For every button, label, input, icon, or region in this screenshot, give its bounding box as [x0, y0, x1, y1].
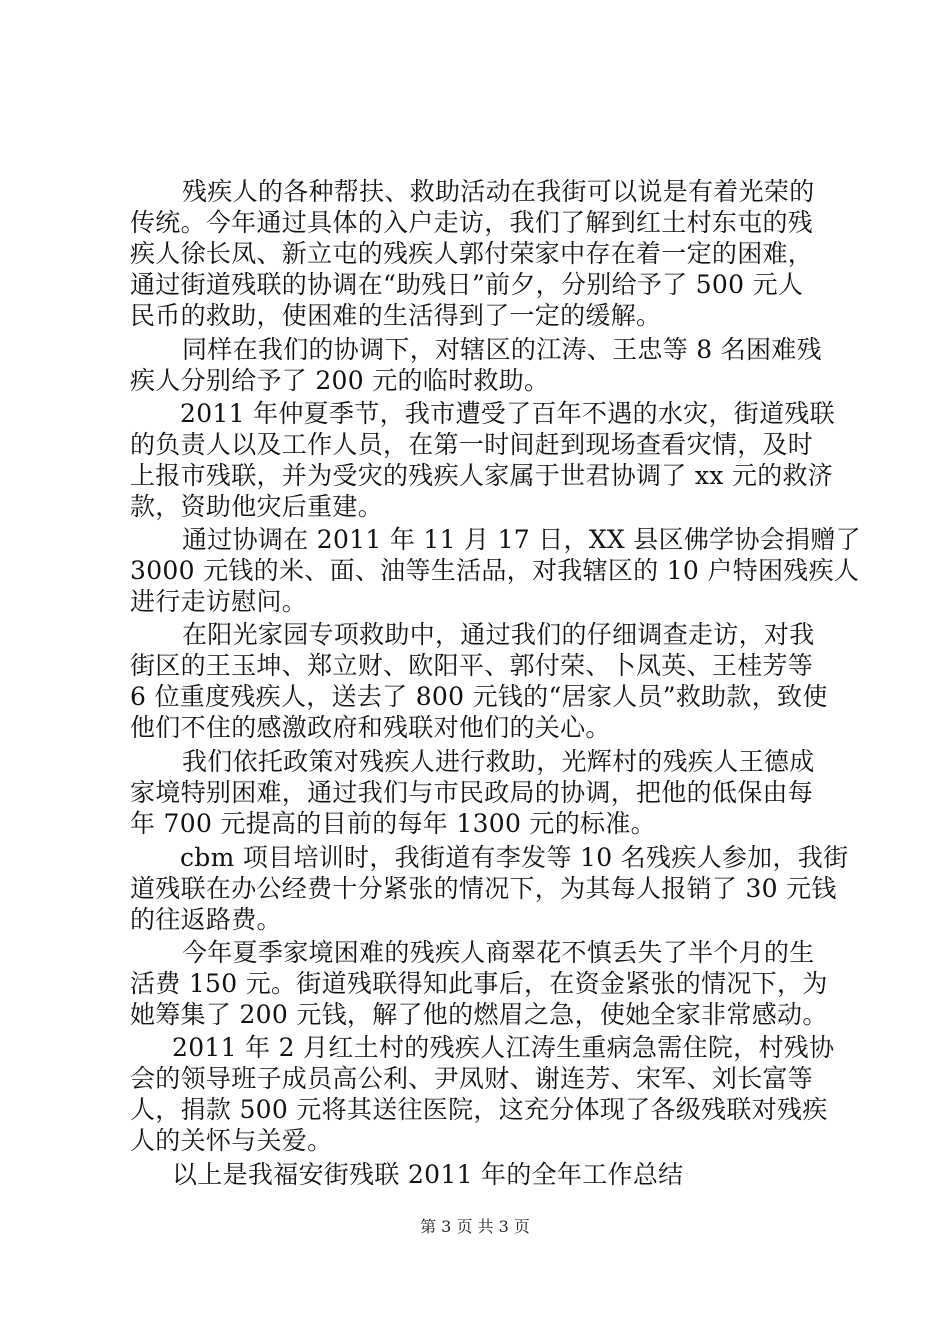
- paragraph-5-line-4: 他们不住的感激政府和残联对他们的关心。: [130, 713, 611, 742]
- paragraph-5-line-3: 6 位重度残疾人，送去了 800 元钱的“居家人员”救助款，致使: [130, 682, 828, 711]
- paragraph-1-line-4: 通过街道残联的协调在“助残日”前夕，分别给予了 500 元人: [130, 270, 804, 299]
- paragraph-1-line-5: 民币的救助，使困难的生活得到了一定的缓解。: [130, 301, 662, 330]
- paragraph-2-line-1: 同样在我们的协调下，对辖区的江涛、王忠等 8 名困难残: [182, 335, 822, 364]
- paragraph-8-line-3: 她筹集了 200 元钱，解了他的燃眉之急，使她全家非常感动。: [130, 1000, 828, 1029]
- paragraph-4-line-2: 3000 元钱的米、面、油等生活品，对我辖区的 10 户特困残疾人: [130, 556, 860, 585]
- paragraph-9-line-3: 人，捐款 500 元将其送往医院，这充分体现了各级残联对残疾: [130, 1095, 828, 1124]
- paragraph-5-line-1: 在阳光家园专项救助中，通过我们的仔细调查走访，对我: [182, 620, 815, 649]
- paragraph-1-line-3: 疾人徐长凤、新立屯的残疾人郭付荣家中存在着一定的困难，: [130, 239, 814, 268]
- paragraph-9-line-2: 会的领导班子成员高公利、尹凤财、谢连芳、宋军、刘长富等: [130, 1064, 814, 1093]
- paragraph-3-line-4: 款，资助他灾后重建。: [130, 492, 384, 521]
- paragraph-5-line-2: 街区的王玉坤、郑立财、欧阳平、郭付荣、卜凤英、王桂芳等: [130, 651, 814, 680]
- paragraph-1-line-1: 残疾人的各种帮扶、救助活动在我街可以说是有着光荣的: [182, 177, 815, 206]
- paragraph-3-line-1: 2011 年仲夏季节，我市遭受了百年不遇的水灾，街道残联: [180, 399, 835, 428]
- paragraph-6-line-1: 我们依托政策对残疾人进行救助，光辉村的残疾人王德成: [182, 747, 815, 776]
- paragraph-9-line-4: 人的关怀与关爱。: [130, 1126, 333, 1155]
- paragraph-6-line-3: 年 700 元提高的目前的每年 1300 元的标准。: [130, 809, 656, 838]
- paragraph-6-line-2: 家境特别困难，通过我们与市民政局的协调，把他的低保由每: [130, 778, 814, 807]
- paragraph-9-line-1: 2011 年 2 月红土村的残疾人江涛生重病急需住院，村残协: [172, 1033, 835, 1062]
- paragraph-4-line-1: 通过协调在 2011 年 11 月 17 日，XX 县区佛学协会捐赠了: [182, 525, 861, 554]
- paragraph-10-line-1: 以上是我福安街残联 2011 年的全年工作总结: [172, 1160, 684, 1189]
- page-number-footer: 第 3 页 共 3 页: [420, 1217, 530, 1236]
- paragraph-7-line-3: 的往返路费。: [130, 905, 282, 934]
- paragraph-8-line-2: 活费 150 元。街道残联得知此事后，在资金紧张的情况下，为: [130, 969, 828, 998]
- paragraph-1-line-2: 传统。今年通过具体的入户走访，我们了解到红土村东屯的残: [130, 208, 814, 237]
- paragraph-7-line-1: cbm 项目培训时，我街道有李发等 10 名残疾人参加，我街: [180, 843, 849, 872]
- paragraph-3-line-2: 的负责人以及工作人员，在第一时间赶到现场查看灾情，及时: [130, 430, 814, 459]
- paragraph-3-line-3: 上报市残联，并为受灾的残疾人家属于世君协调了 xx 元的救济: [130, 461, 834, 490]
- paragraph-2-line-2: 疾人分别给予了 200 元的临时救助。: [130, 366, 550, 395]
- paragraph-8-line-1: 今年夏季家境困难的残疾人商翠花不慎丢失了半个月的生: [182, 938, 815, 967]
- paragraph-4-line-3: 进行走访慰问。: [130, 587, 308, 616]
- paragraph-7-line-2: 道残联在办公经费十分紧张的情况下，为其每人报销了 30 元钱: [130, 874, 837, 903]
